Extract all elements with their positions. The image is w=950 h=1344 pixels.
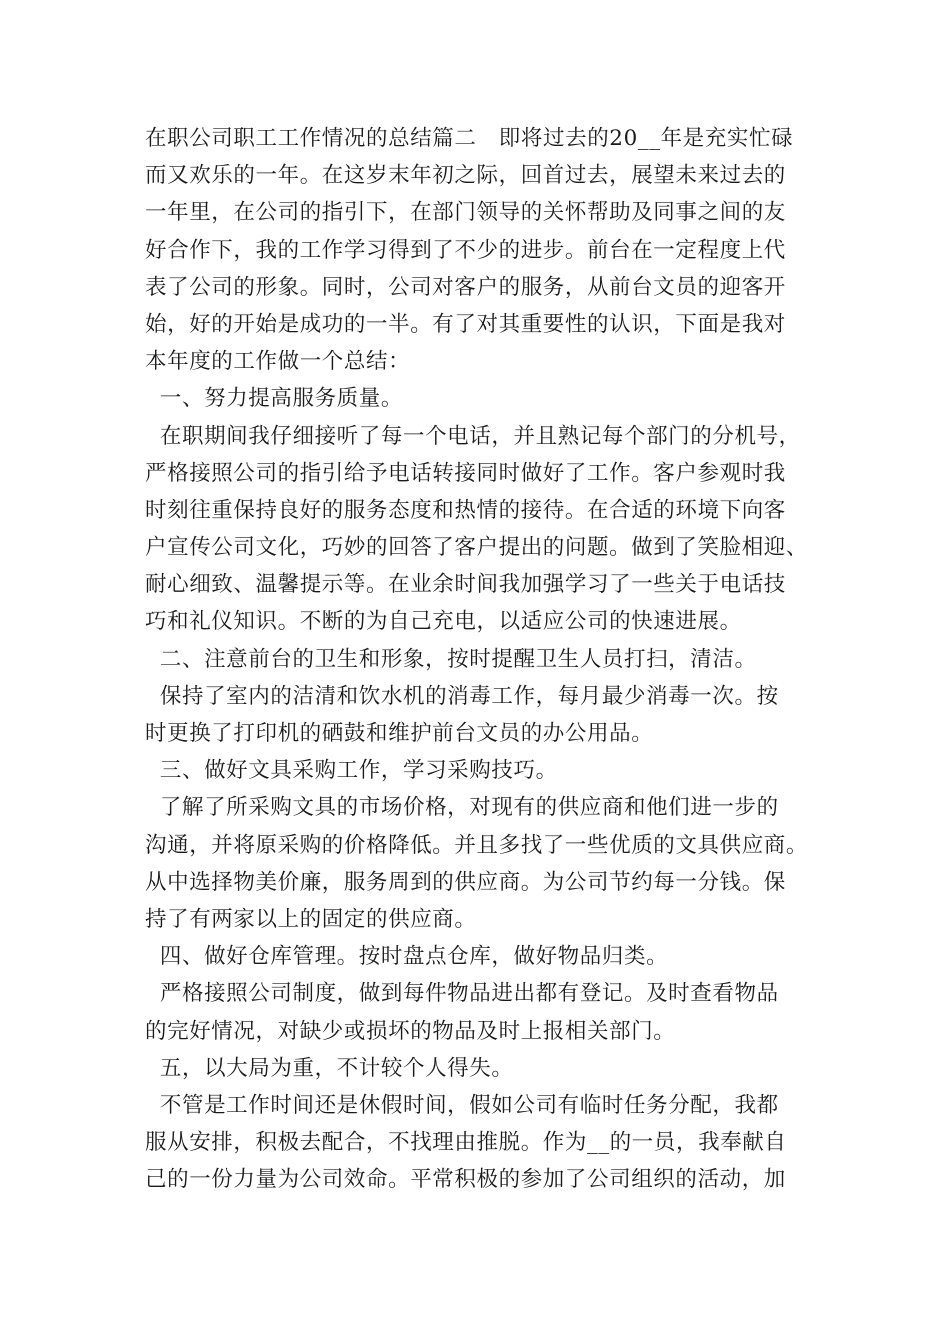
section-heading: 五，以大局为重，不计较个人得失。	[145, 1055, 514, 1081]
text-line: 巧和礼仪知识。不断的为自己充电，以适应公司的快速进展。	[145, 609, 742, 635]
text-line: 持了有两家以上的固定的供应商。	[145, 906, 477, 932]
text-line: 始，好的开始是成功的一半。有了对其重要性的认识，下面是我对	[145, 311, 786, 337]
text-line: 了解了所采购文具的市场价格，对现有的供应商和他们进一步的	[145, 795, 779, 821]
text-line: 严格接照公司的指引给予电话转接同时做好了工作。客户参观时我	[145, 460, 786, 486]
text-line: 耐心细致、温馨提示等。在业余时间我加强学习了一些关于电话技	[145, 572, 786, 598]
text-line: 在职期间我仔细接听了每一个电话，并且熟记每个部门的分机号，	[145, 423, 801, 449]
text-line: 在职公司职工工作情况的总结篇二 即将过去的20__年是充实忙碌	[145, 126, 794, 151]
section-heading: 一、努力提高服务质量。	[145, 386, 403, 412]
text-line: 保持了室内的洁清和饮水机的消毒工作，每月最少消毒一次。按	[145, 683, 779, 709]
document-body	[145, 120, 815, 1198]
text-line: 沟通，并将原采购的价格降低。并且多找了一些优质的文具供应商。	[145, 832, 809, 858]
text-line: 时刻往重保持良好的服务态度和热情的接待。在合适的环境下向客	[145, 497, 786, 523]
text-line: 服从安排，积极去配合，不找理由推脱。作为__的一员，我奉献自	[145, 1130, 787, 1156]
text-line: 从中选择物美价廉，服务周到的供应商。为公司节约每一分钱。保	[145, 869, 786, 895]
text-line: 本年度的工作做一个总结：	[145, 349, 411, 375]
text-line: 时更换了打印机的硒鼓和维护前台文员的办公用品。	[145, 721, 654, 746]
text-line: 而又欢乐的一年。在这岁末年初之际，回首过去，展望未来过去的	[145, 163, 786, 189]
text-line: 表了公司的形象。同时，公司对客户的服务，从前台文员的迎客开	[145, 274, 786, 300]
text-line: 严格接照公司制度，做到每件物品进出都有登记。及时查看物品	[145, 981, 779, 1007]
section-heading: 二、注意前台的卫生和形象，按时提醒卫生人员打扫，清洁。	[145, 646, 757, 672]
section-heading: 四、做好仓库管理。按时盘点仓库，做好物品归类。	[145, 944, 669, 970]
text-line: 的完好情况，对缺少或损坏的物品及时上报相关部门。	[145, 1018, 676, 1044]
text-line: 户宣传公司文化，巧妙的回答了客户提出的问题。做到了笑脸相迎、	[145, 535, 809, 561]
section-heading: 三、做好文具采购工作，学习采购技巧。	[145, 758, 558, 784]
text-line: 不管是工作时间还是休假时间，假如公司有临时任务分配，我都	[145, 1092, 779, 1118]
text-line: 好合作下，我的工作学习得到了不少的进步。前台在一定程度上代	[145, 237, 786, 263]
text-line: 己的一份力量为公司效命。平常积极的参加了公司组织的活动，加	[145, 1167, 786, 1193]
text-line: 一年里，在公司的指引下，在部门领导的关怀帮助及同事之间的友	[145, 200, 786, 226]
